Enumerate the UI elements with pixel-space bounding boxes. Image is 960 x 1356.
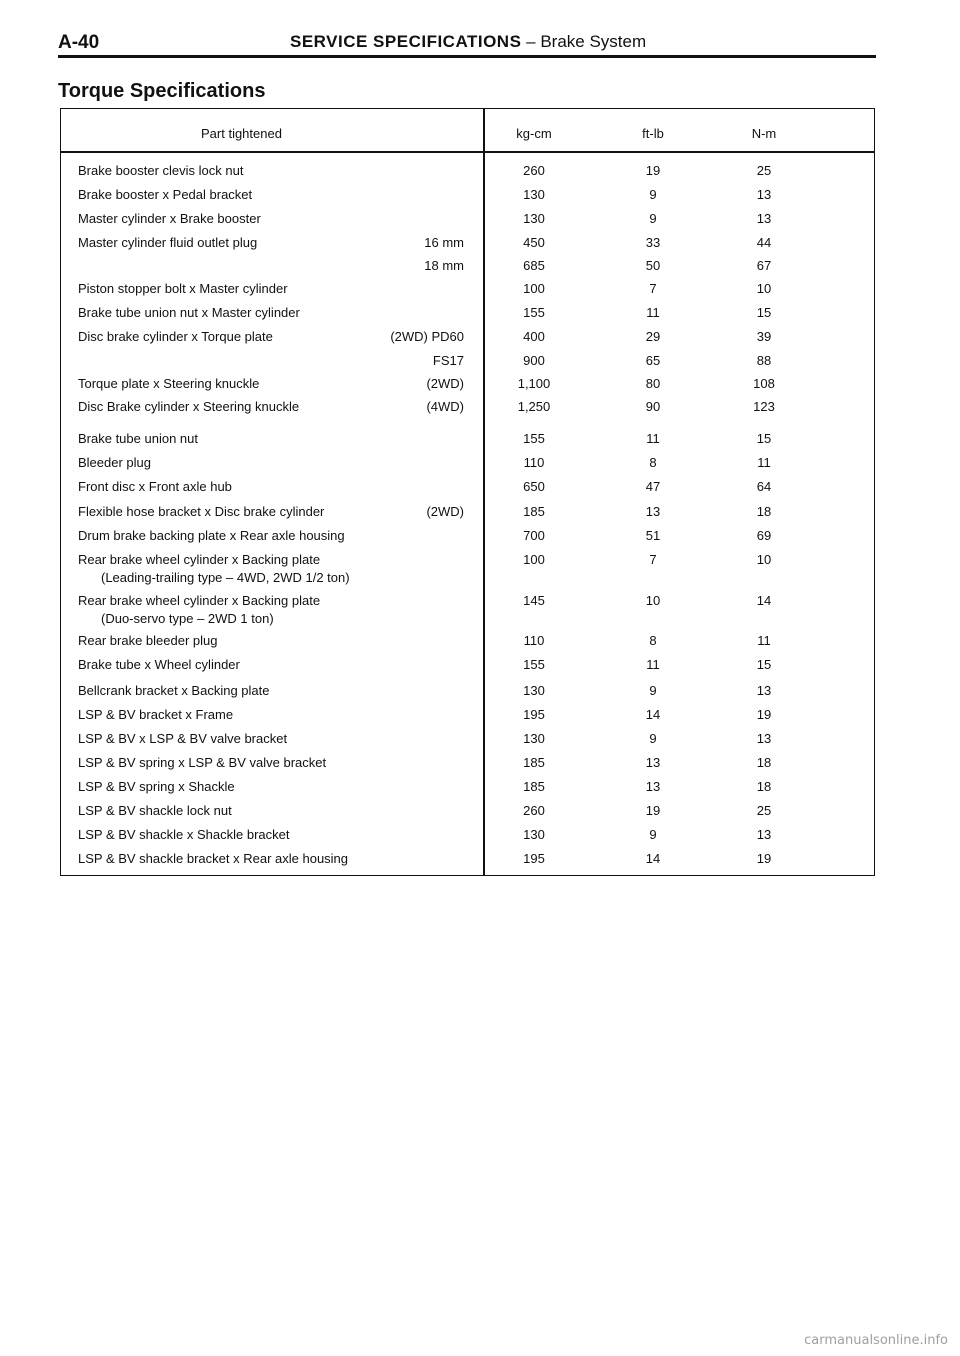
row-kg-cm: 195: [523, 707, 545, 722]
row-part: Bleeder plug: [78, 455, 151, 470]
row-n-m: 13: [756, 731, 772, 746]
row-part: LSP & BV x LSP & BV valve bracket: [78, 731, 288, 746]
row-ft-lb: 51: [645, 528, 661, 543]
row-n-m: 123: [753, 399, 775, 414]
header-row-rule: [61, 151, 874, 153]
row-ft-lb: 9: [649, 683, 657, 698]
row-kg-cm: 1,250: [517, 399, 551, 414]
row-n-m: 14: [756, 593, 772, 608]
row-kg-cm: 100: [523, 552, 545, 567]
row-spec: FS17: [432, 353, 464, 368]
section-title-bold: SERVICE SPECIFICATIONS: [290, 32, 522, 51]
row-kg-cm: 900: [523, 353, 545, 368]
row-ft-lb: 13: [645, 779, 661, 794]
column-header-kg-cm: kg-cm: [516, 126, 552, 141]
section-title-rest: – Brake System: [521, 32, 647, 51]
row-ft-lb: 11: [646, 657, 660, 672]
row-kg-cm: 185: [523, 504, 545, 519]
row-note: (Duo-servo type – 2WD 1 ton): [101, 611, 274, 626]
row-part: Brake tube union nut: [78, 431, 198, 446]
row-kg-cm: 260: [523, 803, 545, 818]
row-n-m: 15: [756, 431, 772, 446]
row-kg-cm: 260: [523, 163, 545, 178]
row-ft-lb: 10: [645, 593, 661, 608]
row-n-m: 19: [756, 707, 772, 722]
page-number: A-40: [58, 32, 100, 53]
row-kg-cm: 130: [523, 827, 545, 842]
row-ft-lb: 8: [649, 633, 657, 648]
row-kg-cm: 155: [523, 657, 545, 672]
row-ft-lb: 7: [649, 552, 657, 567]
row-kg-cm: 145: [523, 593, 545, 608]
row-n-m: 18: [756, 755, 772, 770]
row-note: (Leading-trailing type – 4WD, 2WD 1/2 ton): [101, 570, 350, 585]
row-n-m: 25: [756, 803, 772, 818]
row-part: Flexible hose bracket x Disc brake cylinder: [78, 504, 325, 519]
row-n-m: 15: [756, 305, 772, 320]
row-ft-lb: 7: [649, 281, 657, 296]
row-part: Bellcrank bracket x Backing plate: [78, 683, 270, 698]
row-kg-cm: 185: [523, 779, 545, 794]
row-ft-lb: 65: [645, 353, 661, 368]
row-part: Piston stopper bolt x Master cylinder: [78, 281, 288, 296]
row-kg-cm: 130: [523, 683, 545, 698]
row-spec: (2WD) PD60: [390, 329, 464, 344]
row-n-m: 13: [756, 827, 772, 842]
row-n-m: 18: [756, 504, 772, 519]
row-kg-cm: 155: [523, 305, 545, 320]
row-kg-cm: 1,100: [517, 376, 551, 391]
row-kg-cm: 450: [523, 235, 545, 250]
row-kg-cm: 685: [523, 258, 545, 273]
column-header-part: Part tightened: [201, 126, 282, 141]
row-part: Rear brake bleeder plug: [78, 633, 218, 648]
row-spec: 16 mm: [424, 235, 464, 250]
row-part: Master cylinder x Brake booster: [78, 211, 261, 226]
row-n-m: 11: [757, 455, 771, 470]
row-kg-cm: 195: [523, 851, 545, 866]
row-n-m: 13: [756, 683, 772, 698]
section-title: [290, 32, 646, 52]
row-n-m: 64: [756, 479, 772, 494]
row-part: Master cylinder fluid outlet plug: [78, 235, 258, 250]
row-spec: (2WD): [426, 376, 464, 391]
row-spec: 18 mm: [424, 258, 464, 273]
row-ft-lb: 90: [645, 399, 661, 414]
row-spec: (4WD): [426, 399, 464, 414]
row-part: LSP & BV shackle lock nut: [78, 803, 232, 818]
row-ft-lb: 11: [646, 431, 660, 446]
row-ft-lb: 9: [649, 731, 657, 746]
row-ft-lb: 13: [645, 755, 661, 770]
row-kg-cm: 185: [523, 755, 545, 770]
row-n-m: 69: [756, 528, 772, 543]
watermark-text: carmanualsonline.info: [804, 1333, 948, 1348]
row-part: LSP & BV spring x LSP & BV valve bracket: [78, 755, 327, 770]
row-part: Rear brake wheel cylinder x Backing plate: [78, 593, 321, 608]
row-part: Brake booster x Pedal bracket: [78, 187, 253, 202]
row-part: LSP & BV shackle bracket x Rear axle housing: [78, 851, 349, 866]
row-part: Front disc x Front axle hub: [78, 479, 232, 494]
row-n-m: 44: [756, 235, 772, 250]
row-kg-cm: 110: [523, 455, 545, 470]
row-kg-cm: 400: [523, 329, 545, 344]
row-n-m: 67: [756, 258, 772, 273]
row-ft-lb: 47: [645, 479, 661, 494]
row-part: LSP & BV bracket x Frame: [78, 707, 234, 722]
row-n-m: 108: [753, 376, 775, 391]
row-n-m: 10: [756, 281, 772, 296]
column-header-ft-lb: ft-lb: [642, 126, 664, 141]
row-ft-lb: 14: [645, 851, 661, 866]
row-n-m: 13: [756, 211, 772, 226]
row-part: LSP & BV shackle x Shackle bracket: [78, 827, 290, 842]
row-ft-lb: 9: [649, 187, 657, 202]
row-ft-lb: 14: [645, 707, 661, 722]
row-part: LSP & BV spring x Shackle: [78, 779, 235, 794]
page-header: [58, 28, 876, 62]
row-kg-cm: 110: [523, 633, 545, 648]
row-n-m: 15: [756, 657, 772, 672]
row-kg-cm: 130: [523, 731, 545, 746]
row-ft-lb: 13: [645, 504, 661, 519]
row-n-m: 25: [756, 163, 772, 178]
row-n-m: 19: [756, 851, 772, 866]
row-spec: (2WD): [426, 504, 464, 519]
row-kg-cm: 700: [523, 528, 545, 543]
row-part: Rear brake wheel cylinder x Backing plate: [78, 552, 321, 567]
row-part: Brake booster clevis lock nut: [78, 163, 244, 178]
torque-spec-table: [60, 108, 875, 876]
row-part: Brake tube x Wheel cylinder: [78, 657, 240, 672]
doc-title: Torque Specifications: [58, 80, 266, 102]
row-part: Drum brake backing plate x Rear axle housing: [78, 528, 345, 543]
row-ft-lb: 50: [645, 258, 661, 273]
row-ft-lb: 80: [645, 376, 661, 391]
column-divider: [483, 109, 485, 875]
row-kg-cm: 130: [523, 211, 545, 226]
row-n-m: 88: [756, 353, 772, 368]
column-header-n-m: N-m: [751, 126, 777, 141]
row-part: Torque plate x Steering knuckle: [78, 376, 260, 391]
row-kg-cm: 155: [523, 431, 545, 446]
row-n-m: 13: [756, 187, 772, 202]
row-part: Disc brake cylinder x Torque plate: [78, 329, 273, 344]
header-rule: [58, 55, 876, 58]
row-kg-cm: 650: [523, 479, 545, 494]
row-ft-lb: 33: [645, 235, 661, 250]
row-n-m: 10: [756, 552, 772, 567]
row-n-m: 18: [756, 779, 772, 794]
row-kg-cm: 100: [523, 281, 545, 296]
row-part: Brake tube union nut x Master cylinder: [78, 305, 300, 320]
row-n-m: 11: [757, 633, 771, 648]
row-n-m: 39: [756, 329, 772, 344]
row-ft-lb: 19: [645, 163, 661, 178]
row-ft-lb: 9: [649, 211, 657, 226]
row-ft-lb: 9: [649, 827, 657, 842]
row-ft-lb: 11: [646, 305, 660, 320]
row-ft-lb: 19: [645, 803, 661, 818]
row-ft-lb: 8: [649, 455, 657, 470]
row-part: Disc Brake cylinder x Steering knuckle: [78, 399, 300, 414]
row-ft-lb: 29: [645, 329, 661, 344]
row-kg-cm: 130: [523, 187, 545, 202]
